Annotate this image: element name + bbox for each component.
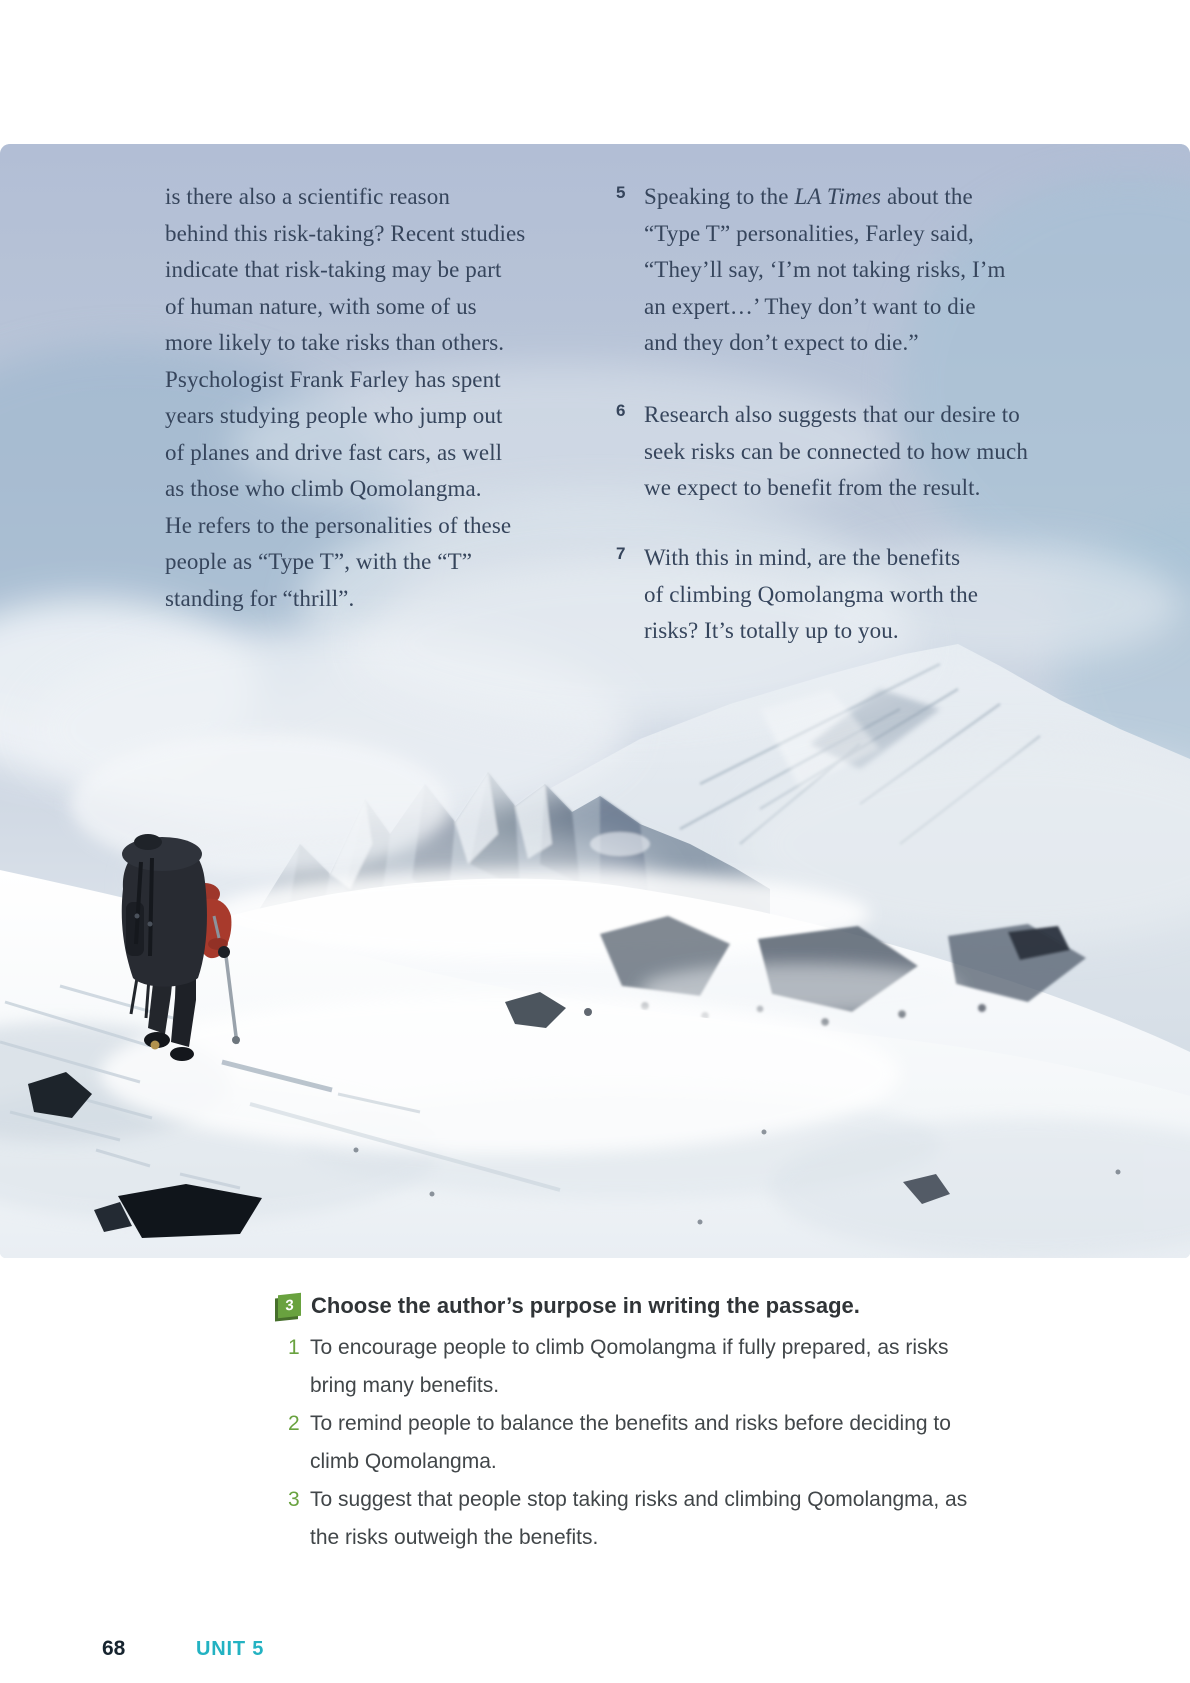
passage-line: years studying people who jump out bbox=[165, 403, 503, 428]
exercise-option-2[interactable] bbox=[288, 1405, 1038, 1481]
option-text: To remind people to balance the benefits and risks before deciding to climb Qomolangma. bbox=[310, 1412, 951, 1473]
paragraph-lines bbox=[644, 179, 1005, 362]
passage-line: He refers to the personalities of these bbox=[165, 512, 512, 538]
passage-line: seek risks can be connected to how much bbox=[644, 438, 1028, 464]
paragraph-lines bbox=[644, 540, 978, 650]
passage-line: and they don’t expect to die.” bbox=[644, 330, 919, 355]
passage-line: an expert…’ They don’t want to die bbox=[644, 293, 976, 319]
passage-paragraph-7 bbox=[616, 540, 978, 650]
passage-line: people as “Type T”, with the “T” bbox=[165, 549, 473, 574]
paragraph-lines bbox=[644, 397, 1028, 507]
passage-line: of climbing Qomolangma worth the bbox=[644, 581, 979, 607]
paragraph-number: 7 bbox=[616, 544, 626, 563]
exercise-title: Choose the author’s purpose in writing the passage. bbox=[311, 1293, 860, 1318]
passage-line: we expect to benefit from the result. bbox=[644, 475, 981, 500]
exercise-number-badge: 3 bbox=[278, 1293, 301, 1318]
italic-title: LA Times bbox=[794, 184, 882, 209]
passage-line: standing for “thrill”. bbox=[165, 585, 355, 611]
passage-line: of human nature, with some of us bbox=[165, 293, 477, 319]
paragraph-number: 5 bbox=[616, 183, 626, 202]
unit-label: UNIT 5 bbox=[196, 1638, 265, 1660]
passage-line: behind this risk-taking? Recent studies bbox=[165, 220, 526, 246]
passage-paragraph-5 bbox=[616, 179, 1005, 362]
passage-line: indicate that risk-taking may be part bbox=[165, 257, 502, 282]
option-number: 2 bbox=[288, 1412, 300, 1435]
exercise-option-1[interactable] bbox=[288, 1329, 1038, 1405]
passage-line: of planes and drive fast cars, as well bbox=[165, 439, 503, 465]
option-text: To encourage people to climb Qomolangma if fully prepared, as risks bring many benefits. bbox=[310, 1336, 949, 1397]
passage-line: risks? It’s totally up to you. bbox=[644, 618, 899, 643]
exercise-options bbox=[278, 1329, 1038, 1557]
passage-line: as those who climb Qomolangma. bbox=[165, 476, 482, 501]
exercise-header bbox=[278, 1291, 1038, 1321]
option-text: To suggest that people stop taking risks and climbing Qomolangma, as the risks outweigh the benefits. bbox=[310, 1488, 968, 1549]
passage-line: “Type T” personalities, Farley said, bbox=[644, 220, 974, 246]
passage-line: more likely to take risks than others. bbox=[165, 330, 505, 355]
exercise-3 bbox=[278, 1291, 1038, 1557]
option-number: 1 bbox=[288, 1336, 300, 1359]
paragraph-number: 6 bbox=[616, 401, 626, 420]
passage-line: is there also a scientific reason bbox=[165, 184, 450, 209]
passage-line: Research also suggests that our desire to bbox=[644, 402, 1020, 427]
passage-paragraph-6 bbox=[616, 397, 1028, 507]
passage-line: “They’ll say, ‘I’m not taking risks, I’m bbox=[644, 257, 1006, 282]
page-number: 68 bbox=[102, 1637, 126, 1660]
passage-line: Psychologist Frank Farley has spent bbox=[165, 366, 501, 392]
passage-column-left bbox=[165, 179, 525, 617]
exercise-option-3[interactable] bbox=[288, 1481, 1038, 1557]
option-number: 3 bbox=[288, 1488, 300, 1511]
passage-line: Speaking to the LA Times about the bbox=[644, 184, 973, 209]
passage-line: With this in mind, are the benefits bbox=[644, 545, 961, 570]
